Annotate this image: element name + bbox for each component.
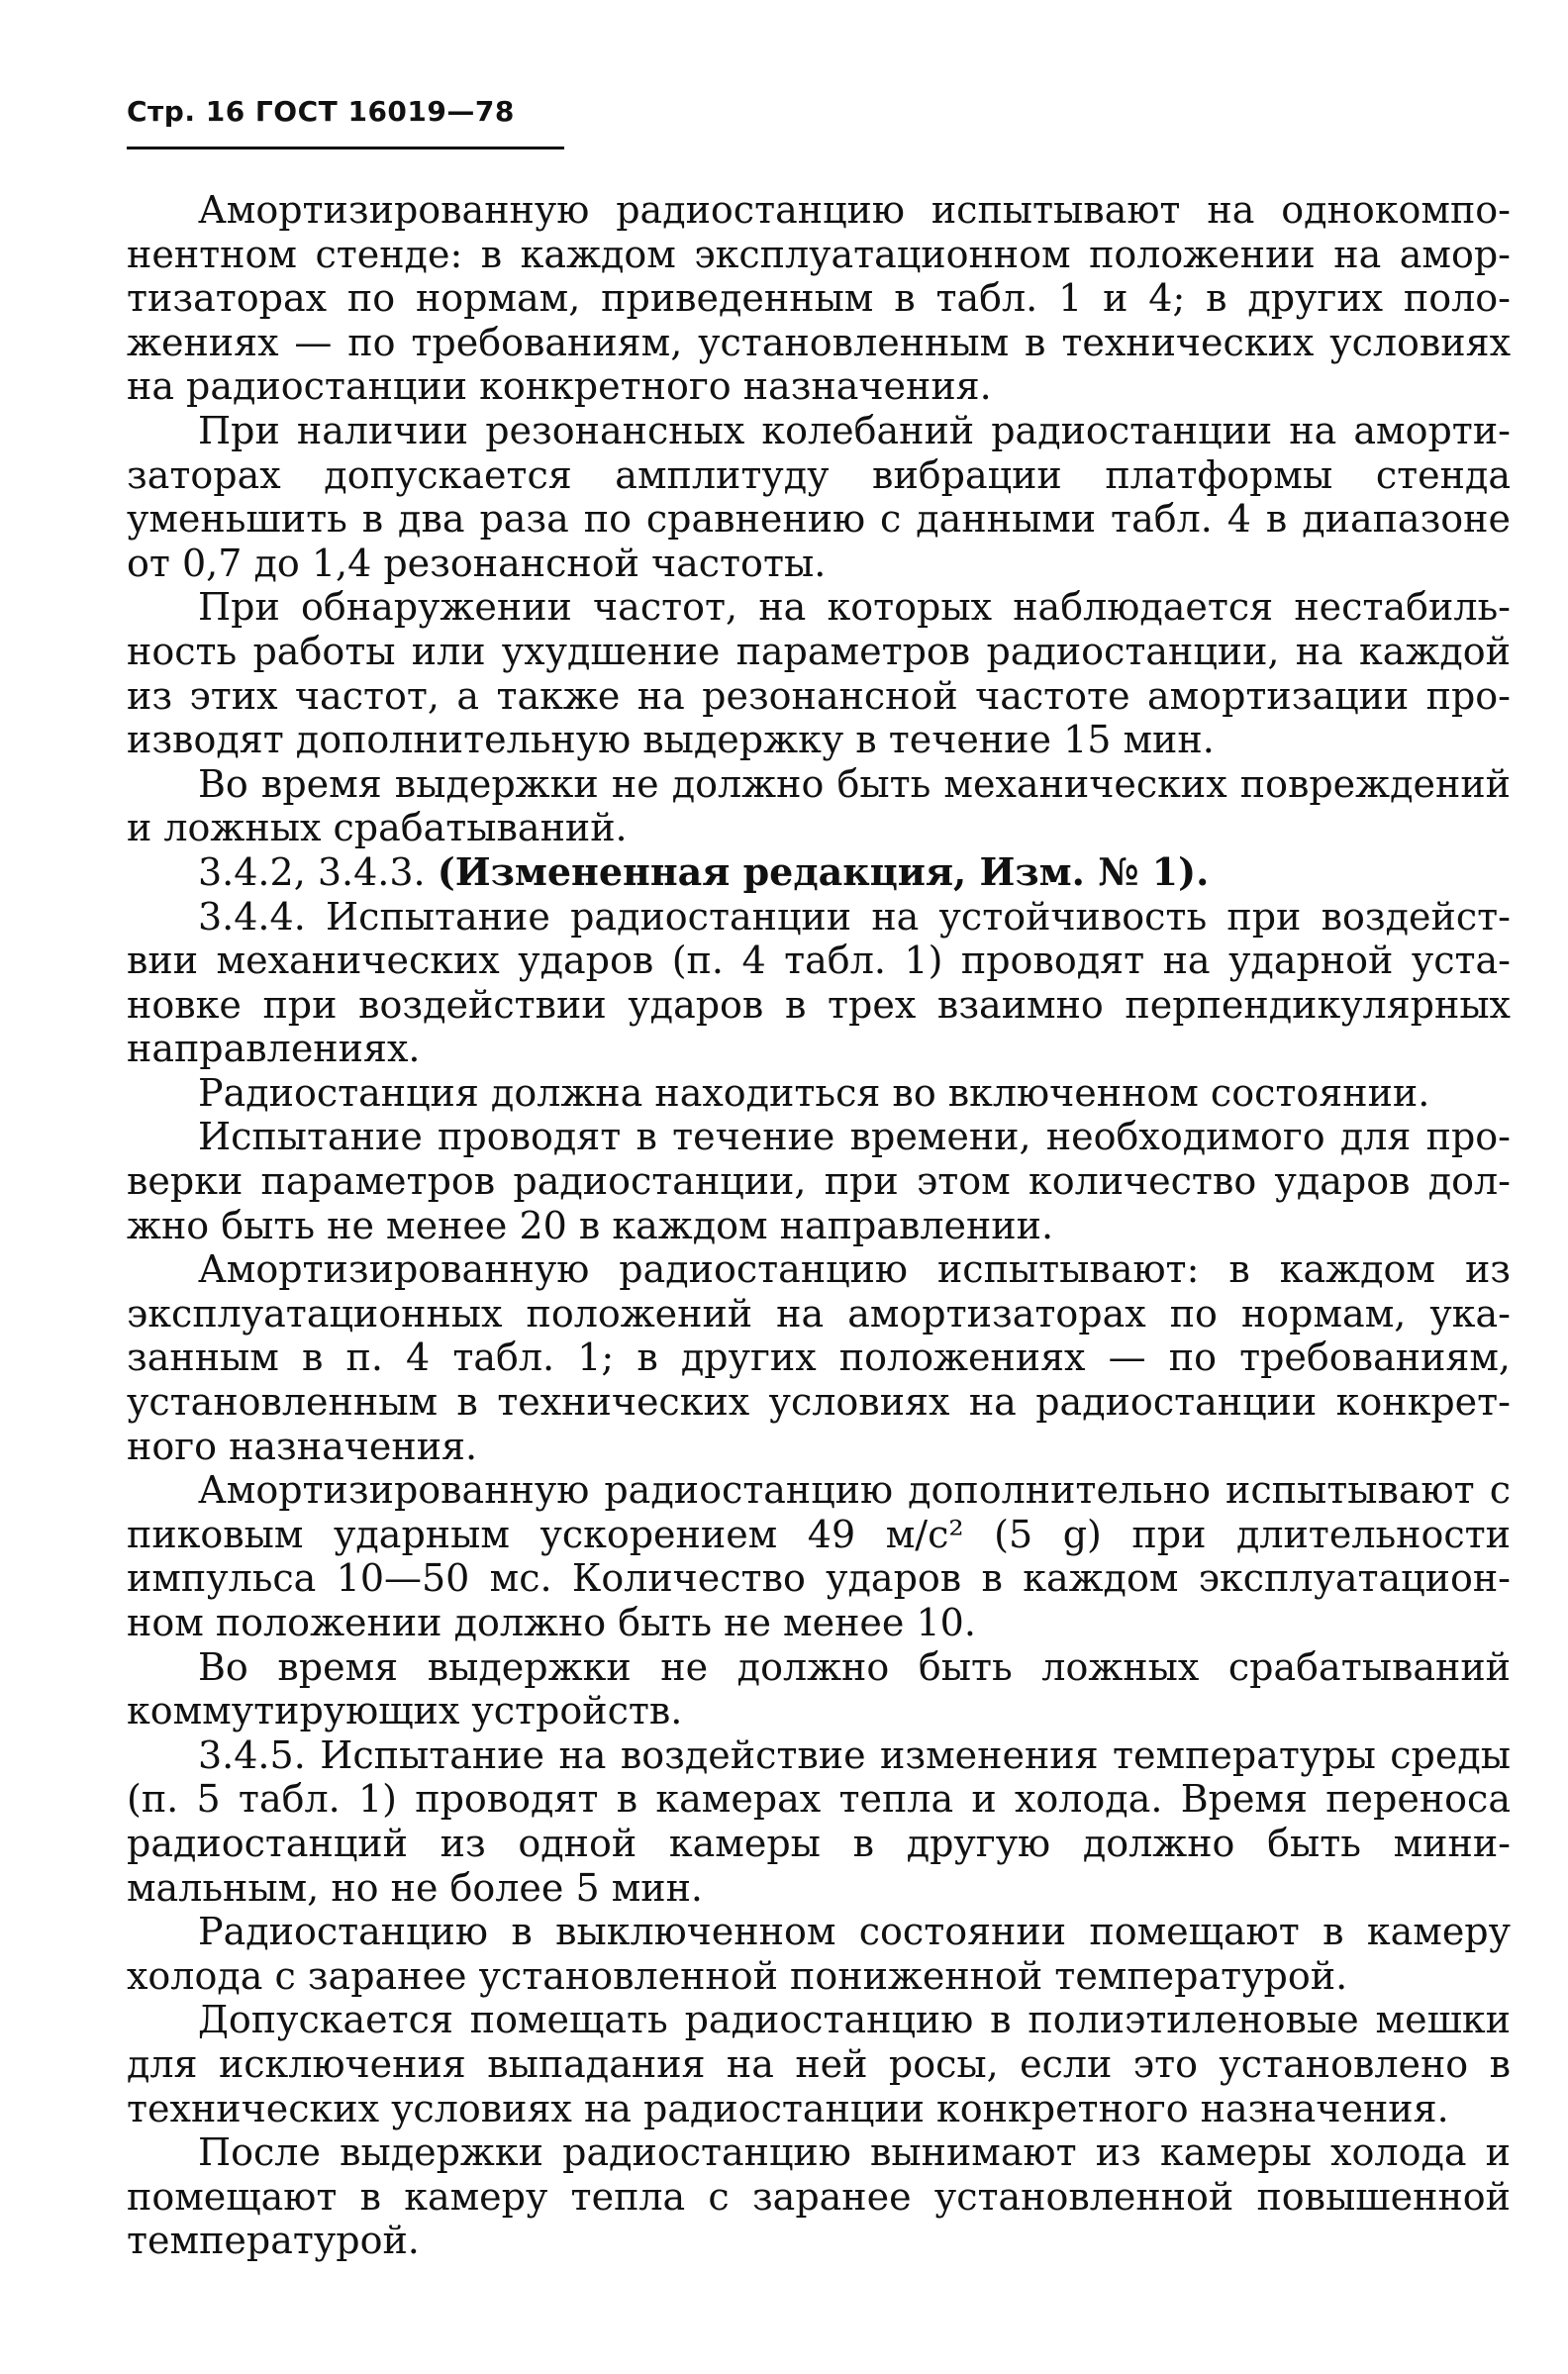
paragraph: Допускается помещать радиостанцию в полиэтиленовые мешки для исключения выпадания на ней росы, если это установлено в технических условиях на радиостанции конкретного назначения. [127, 1998, 1511, 2130]
paragraph: Испытание проводят в течение времени, необходимого для проверки параметров радиостанции, при этом количество ударов должно быть не менее 20 в каждом направлении. [127, 1115, 1511, 1247]
header-rule [127, 147, 564, 149]
paragraph: Радиостанция должна находиться во включенном состоянии. [198, 1070, 1430, 1115]
paragraph: Во время выдержки не должно быть ложных срабатываний коммутирующих устройств. [127, 1644, 1511, 1733]
paragraph: 3.4.4. Испытание радиостанции на устойчивость при воздействии механических ударов (п. 4 табл. 1) проводят на ударной установке при воздействии ударов в трех взаимно перпендикулярных направлениях. [127, 894, 1511, 1071]
page-header: Стр. 16 ГОСТ 16019—78 [127, 95, 515, 128]
paragraph: 3.4.5. Испытание на воздействие изменения температуры среды (п. 5 табл. 1) проводят в камерах тепла и холода. Время переноса радиостанций из одной камеры в другую должно быть минимальным, но не более 5 мин. [127, 1732, 1511, 1910]
paragraph: Амортизированную радиостанцию испытывают: в каждом из эксплуатационных положений на амортизаторах по нормам, указанным в п. 4 табл. 1; в других положениях — по требованиям, установленным в технических условиях на радиостанции конкретного назначения. [127, 1247, 1511, 1468]
amendment-note: (Измененная редакция, Изм. № 1). [437, 848, 1210, 894]
section-ref: 3.4.2, 3.4.3. [198, 849, 426, 894]
paragraph: Амортизированную радиостанцию дополнительно испытывают с пиковым ударным ускорением 49 м/с² (5 g) при длительности импульса 10—50 мс. Количество ударов в каждом эксплуатационном положении должно быть не менее 10. [127, 1468, 1511, 1644]
paragraph-amendment [127, 850, 1511, 895]
paragraph: При наличии резонансных колебаний радиостанции на амортизаторах допускается амплитуду вибрации платформы стенда уменьшить в два раза по сравнению с данными табл. 4 в диапазоне от 0,7 до 1,4 резонансной частоты. [127, 408, 1511, 585]
paragraph: Во время выдержки не должно быть механических повреждений и ложных срабатываний. [127, 761, 1511, 850]
paragraph: Амортизированную радиостанцию испытывают на однокомпонентном стенде: в каждом эксплуатационном положении на амортизаторах по нормам, приведенным в табл. 1 и 4; в других положениях — по требованиям, установленным в технических условиях на радиостанции конкретного назначения. [127, 188, 1511, 409]
paragraph: После выдержки радиостанцию вынимают из камеры холода и помещают в камеру тепла с заранее установленной повышенной температурой. [127, 2130, 1511, 2263]
paragraph: При обнаружении частот, на которых наблюдается нестабильность работы или ухудшение параметров радиостанции, на каждой из этих частот, а также на резонансной частоте амортизации производят дополнительную выдержку в течение 15 мин. [127, 585, 1511, 762]
paragraph: Радиостанцию в выключенном состоянии помещают в камеру холода с заранее установленной пониженной температурой. [127, 1910, 1511, 1998]
document-body [127, 188, 1511, 2263]
